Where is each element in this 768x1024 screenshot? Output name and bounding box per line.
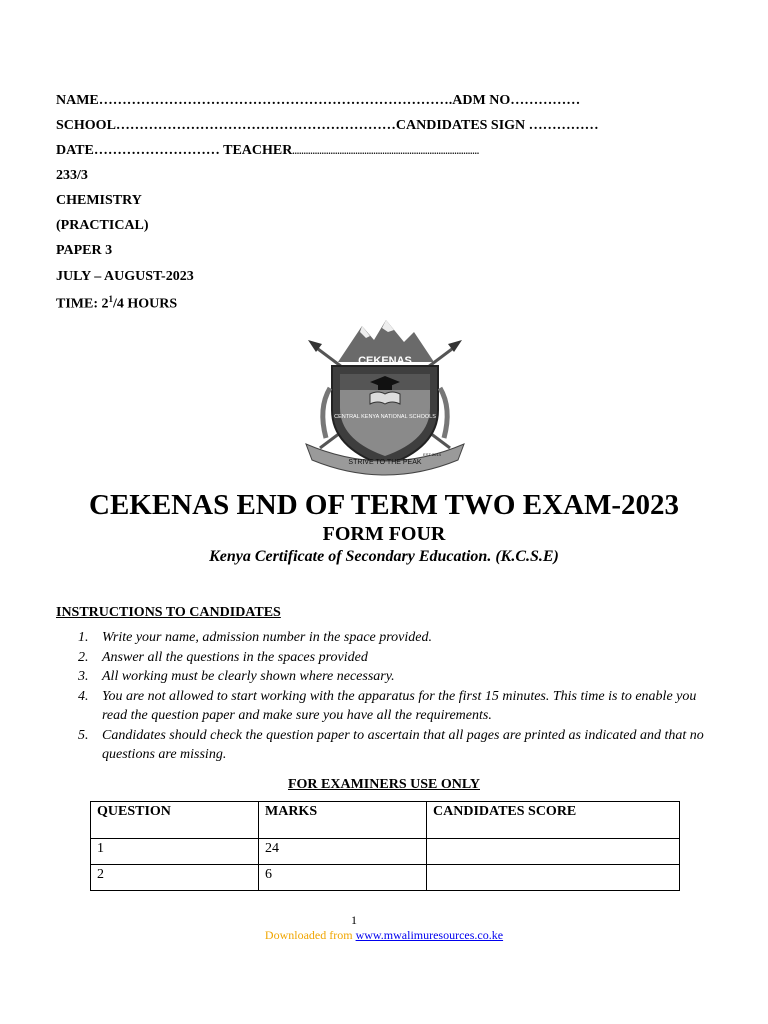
table-row — [91, 865, 680, 891]
question-cell: 1 — [91, 839, 259, 865]
name-adm-line: NAME………………………………………………………………….ADM NO…………… — [56, 93, 581, 108]
logo-subtitle: CENTRAL KENYA NATIONAL SCHOOLS — [334, 414, 436, 420]
column-header: CANDIDATES SCORE — [427, 802, 680, 839]
instruction-item: 5. Candidates should check the question paper to ascertain that all pages are printed as indicated and that no questions are missing. — [78, 727, 704, 762]
column-header: QUESTION — [91, 802, 259, 839]
form-level: FORM FOUR — [322, 523, 446, 545]
exam-title: CEKENAS END OF TERM TWO EXAM-2023 — [89, 489, 679, 521]
download-footer — [0, 928, 768, 943]
date-teacher-label: DATE……………………… TEACHER — [56, 143, 293, 158]
instruction-item: 2. Answer all the questions in the spaces provided — [78, 649, 368, 665]
instructions-list — [78, 628, 718, 765]
column-header: MARKS — [259, 802, 427, 839]
score-cell[interactable] — [427, 839, 680, 865]
date-teacher-line — [56, 143, 479, 159]
time-allowed: TIME: $2^1/4$ HOURS — [56, 294, 178, 312]
logo-est: EST 2014 — [423, 452, 441, 457]
cekenas-logo — [300, 318, 470, 483]
logo-name: CEKENAS — [358, 355, 412, 367]
table-header-row — [91, 802, 680, 839]
kcse-subtitle: Kenya Certificate of Secondary Education. (K.C.S.E) — [209, 548, 559, 565]
table-row — [91, 839, 680, 865]
marks-cell: 24 — [259, 839, 427, 865]
examiners-heading: FOR EXAMINERS USE ONLY — [287, 777, 480, 792]
source-link[interactable]: www.mwalimuresources.co.ke — [355, 928, 504, 942]
score-table — [90, 801, 680, 891]
paper-code: 233/3 — [56, 168, 88, 183]
marks-cell: 6 — [259, 865, 427, 891]
school-sign-line: SCHOOL……………………………………………………CANDIDATES SIGN …………… — [56, 118, 599, 133]
paper-number: PAPER 3 — [56, 243, 113, 258]
score-cell[interactable] — [427, 865, 680, 891]
subject: CHEMISTRY — [56, 193, 142, 208]
teacher-dots: ................................................................................... — [292, 146, 480, 156]
instructions-heading: INSTRUCTIONS TO CANDIDATES — [56, 605, 281, 620]
instruction-item: 4. You are not allowed to start working with the apparatus for the first 15 minutes. This time is to enable you read the question paper and make sure you have all the requirements. — [78, 688, 697, 723]
question-cell: 2 — [91, 865, 259, 891]
page-number: 1 — [351, 913, 357, 927]
session: JULY – AUGUST-2023 — [56, 269, 194, 284]
paper-type: (PRACTICAL) — [56, 218, 149, 233]
logo-motto: STRIVE TO THE PEAK — [348, 459, 422, 466]
footer-prefix: Downloaded from — [264, 928, 356, 942]
instruction-item: 1. Write your name, admission number in the space provided. — [78, 630, 432, 645]
instruction-item: 3. All working must be clearly shown where necessary. — [78, 669, 395, 684]
